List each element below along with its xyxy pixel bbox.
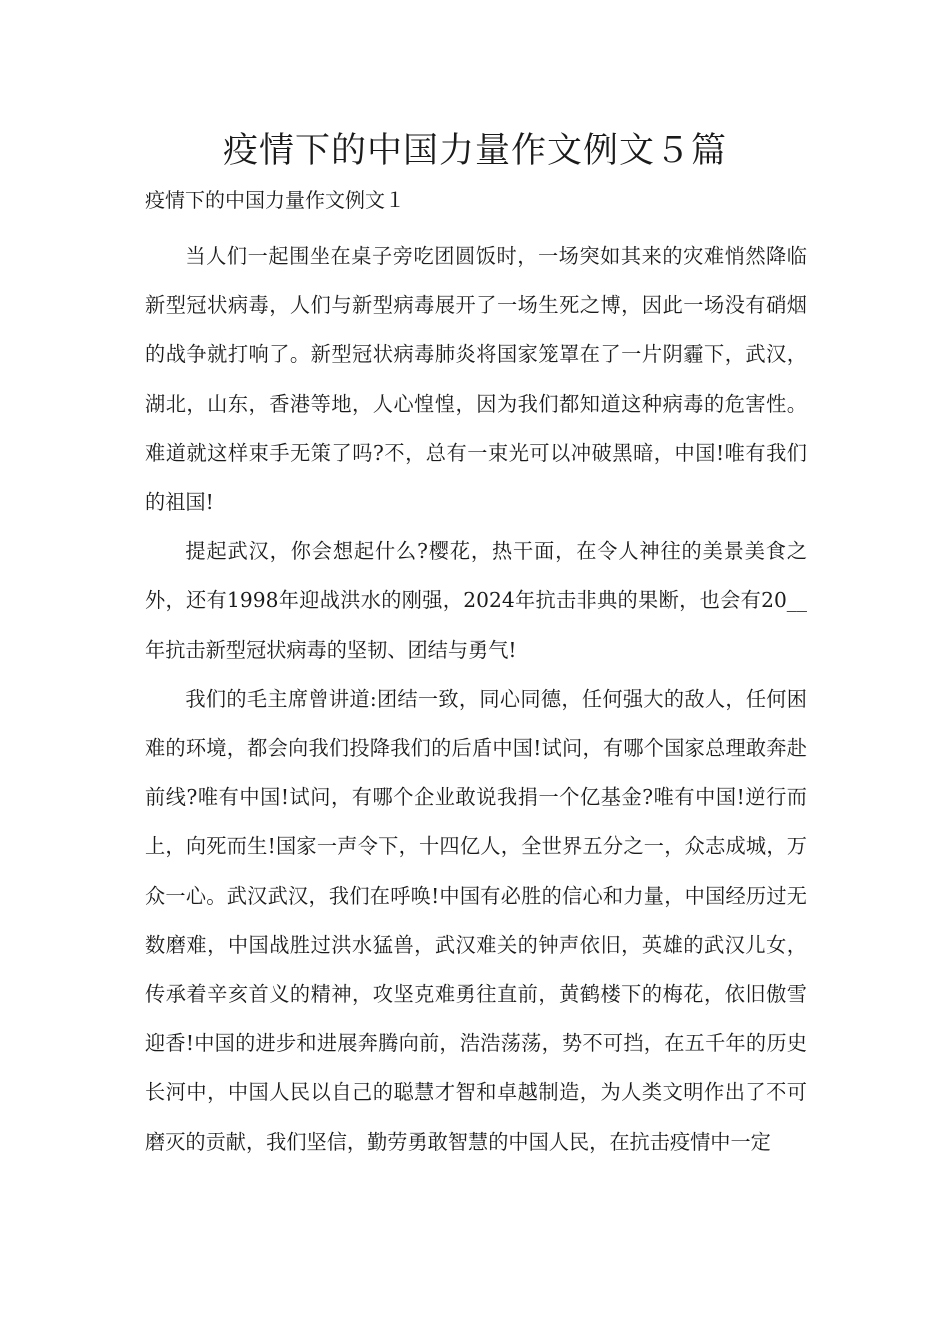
paragraph-1: 当人们一起围坐在桌子旁吃团圆饭时，一场突如其来的灾难悄然降临新型冠状病毒，人们与新型病毒展开了一场生死之博，因此一场没有硝烟的战争就打响了。新型冠状病毒肺炎将国家笼罩在了一片阴霾下，武汉，湖北，山东，香港等地，人心惶惶，因为我们都知道这种病毒的危害性。难道就这样束手无策了吗?不，总有一束光可以冲破黑暗，中国!唯有我们的祖国! — [145, 244, 807, 515]
section-heading: 疫情下的中国力量作文例文１ — [145, 188, 405, 212]
paragraph-3: 我们的毛主席曾讲道:团结一致，同心同德，任何强大的敌人，任何困难的环境，都会向我们投降我们的后盾中国!试问，有哪个国家总理敢奔赴前线?唯有中国!试问，有哪个企业敢说我捐一个亿基金?唯有中国!逆行而上，向死而生!国家一声令下，十四亿人，全世界五分之一，众志成城，万众一心。武汉武汉，我们在呼唤!中国有必胜的信心和力量，中国经历过无数磨难，中国战胜过洪水猛兽，武汉难关的钟声依旧，英雄的武汉儿女，传承着辛亥首义的精神，攻坚克难勇往直前，黄鹤楼下的梅花，依旧傲雪迎香!中国的进步和进展奔腾向前，浩浩荡荡，势不可挡，在五千年的历史长河中，中国人民以自己的聪慧才智和卓越制造，为人类文明作出了不可磨灭的贡献，我们坚信，勤劳勇敢智慧的中国人民，在抗击疫情中一定 — [145, 686, 807, 1154]
body-text — [145, 232, 807, 1167]
document-title: 疫情下的中国力量作文例文５篇 — [222, 131, 727, 171]
paragraph-2: 提起武汉，你会想起什么?樱花，热干面，在令人神往的美景美食之外，还有1998年迎战洪水的刚强，2024年抗击非典的果断，也会有20__年抗击新型冠状病毒的坚韧、团结与勇气! — [145, 539, 807, 662]
